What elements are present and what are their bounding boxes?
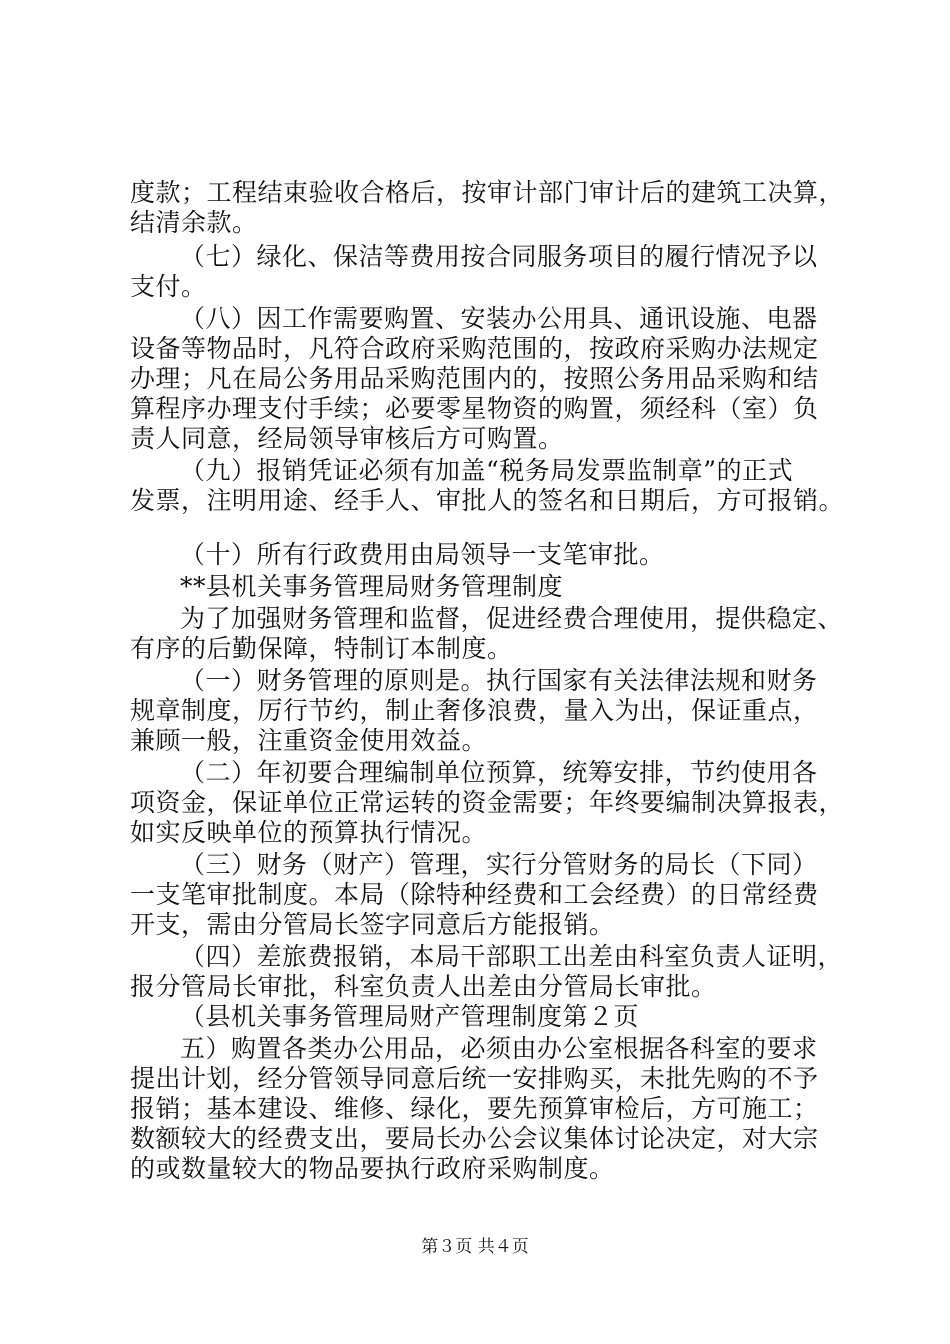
- paragraph-line: （县机关事务管理局财产管理制度第２页: [180, 1002, 640, 1031]
- paragraph-line: 算程序办理支付手续；必要零星物资的购置，须经科（室）负: [130, 394, 819, 423]
- paragraph-line: 结清余款。: [130, 208, 258, 237]
- paragraph-line: 项资金，保证单位正常运转的资金需要；年终要编制决算报表，: [130, 788, 845, 817]
- paragraph-line: （七）绿化、保洁等费用按合同服务项目的履行情况予以: [180, 242, 818, 271]
- paragraph-line: 五）购置各类办公用品，必须由办公室根据各科室的要求: [180, 1034, 818, 1063]
- paragraph-line: 责人同意，经局领导审核后方可购置。: [130, 424, 564, 453]
- paragraph-line: （一）财务管理的原则是。执行国家有关法律法规和财务: [180, 666, 818, 695]
- paragraph-line: 开支，需由分管局长签字同意后方能报销。: [130, 910, 615, 939]
- paragraph-line: （四）差旅费报销，本局干部职工出差由科室负责人证明，: [180, 942, 844, 971]
- paragraph-line: 支付。: [130, 272, 207, 301]
- paragraph-line: 有序的后勤保障，特制订本制度。: [130, 634, 513, 663]
- paragraph-line: 一支笔审批制度。本局（除特种经费和工会经费）的日常经费: [130, 880, 819, 909]
- paragraph-line: 规章制度，厉行节约，制止奢侈浪费，量入为出，保证重点，: [130, 696, 819, 725]
- paragraph-line: 为了加强财务管理和监督，促进经费合理使用，提供稳定、: [180, 604, 844, 633]
- paragraph-line: 办理；凡在局公务用品采购范围内的，按照公务用品采购和结: [130, 364, 819, 393]
- paragraph-line: （三）财务（财产）管理，实行分管财务的局长（下同）: [180, 850, 818, 879]
- paragraph-line: 数额较大的经费支出，要局长办公会议集体讨论决定，对大宗: [130, 1124, 819, 1153]
- paragraph-line: （八）因工作需要购置、安装办公用具、通讯设施、电器: [180, 304, 818, 333]
- paragraph-line: 提出计划，经分管领导同意后统一安排购买，未批先购的不予: [130, 1064, 819, 1093]
- paragraph-line: 报销；基本建设、维修、绿化，要先预算审检后，方可施工；: [130, 1094, 819, 1123]
- paragraph-line: 发票，注明用途、经手人、审批人的签名和日期后，方可报销。: [130, 486, 845, 515]
- paragraph-line: 设备等物品时，凡符合政府采购范围的，按政府采购办法规定: [130, 334, 819, 363]
- paragraph-line: 度款；工程结束验收合格后，按审计部门审计后的建筑工决算，: [130, 178, 845, 207]
- section-title: **县机关事务管理局财务管理制度: [180, 572, 564, 601]
- paragraph-line: （二）年初要合理编制单位预算，统筹安排，节约使用各: [180, 758, 818, 787]
- paragraph-line: （九）报销凭证必须有加盖“税务局发票监制章”的正式: [180, 456, 794, 485]
- page-number: 第３页 共４页: [421, 1237, 529, 1257]
- paragraph-line: 的或数量较大的物品要执行政府采购制度。: [130, 1154, 615, 1183]
- paragraph-line: 如实反映单位的预算执行情况。: [130, 818, 488, 847]
- paragraph-line: 兼顾一般，注重资金使用效益。: [130, 726, 488, 755]
- paragraph-line: 报分管局长审批，科室负责人出差由分管局长审批。: [130, 972, 717, 1001]
- paragraph-line: （十）所有行政费用由局领导一支笔审批。: [180, 540, 665, 569]
